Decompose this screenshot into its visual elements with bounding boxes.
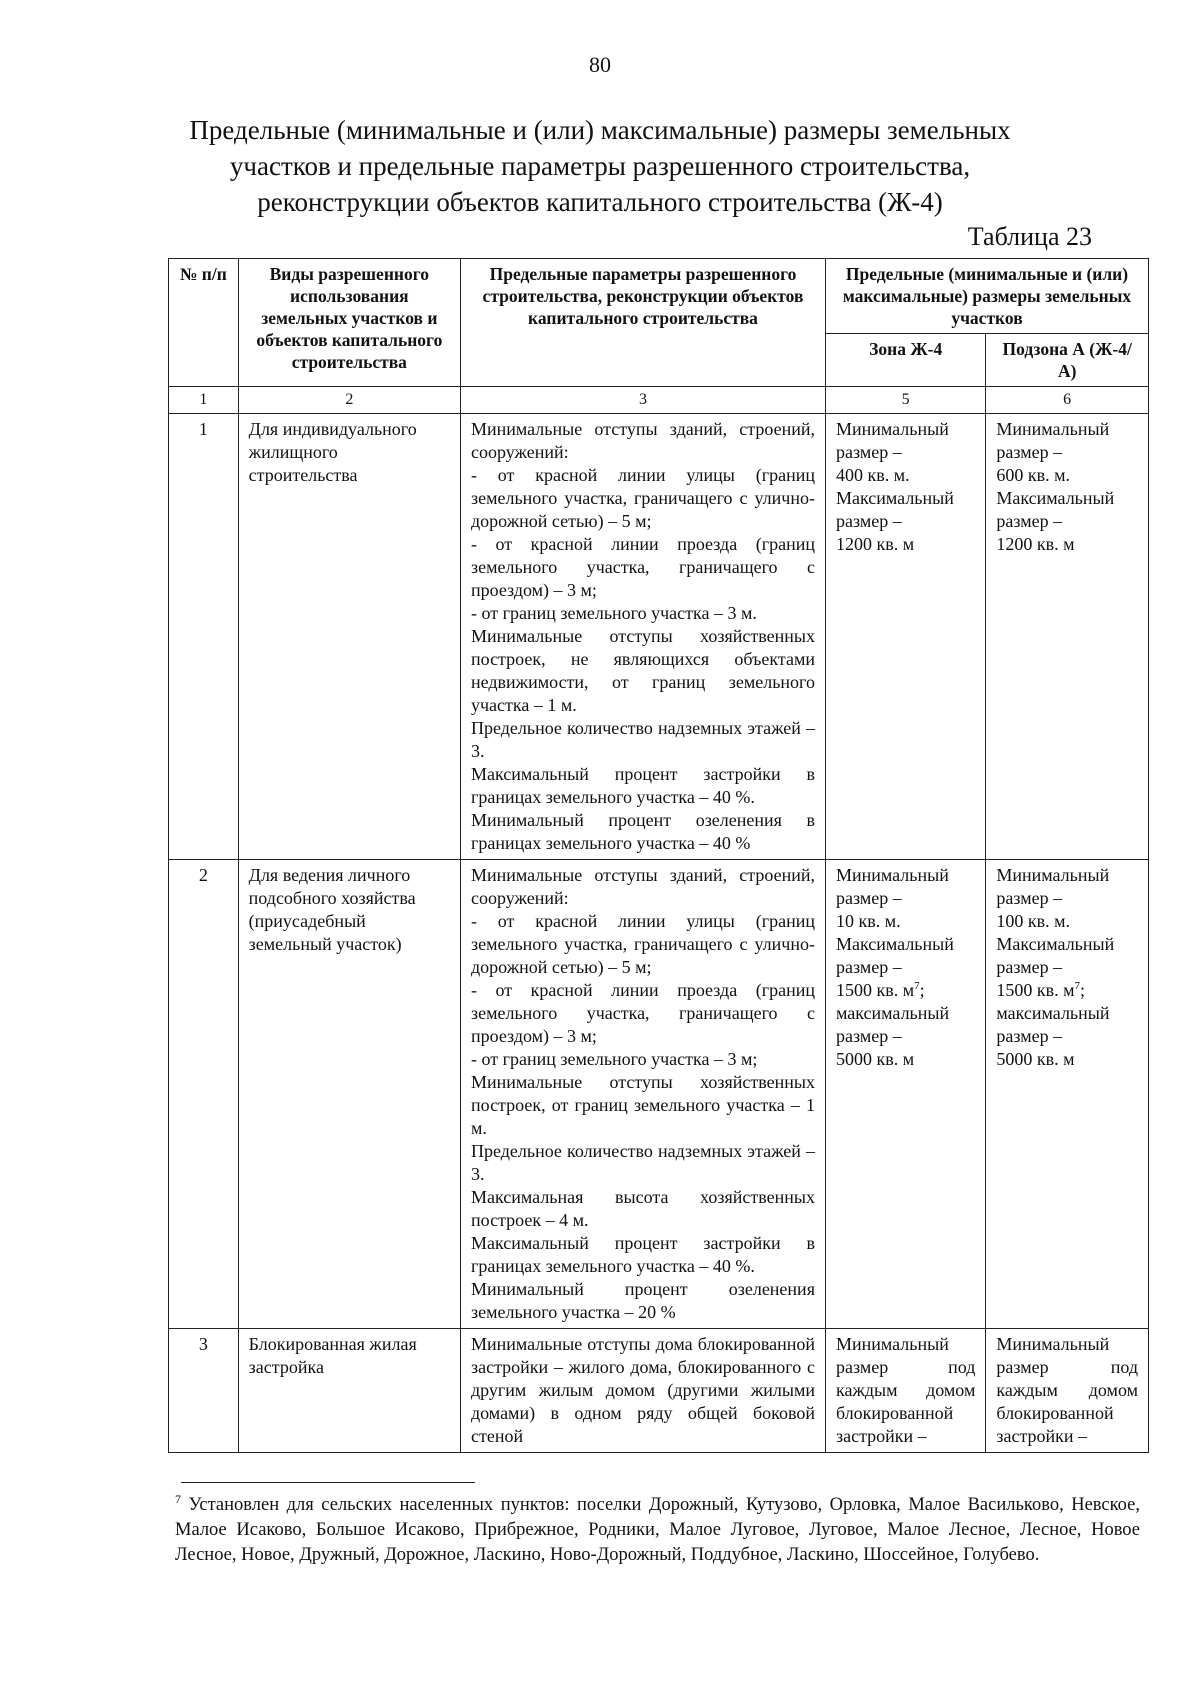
- row-use: Для ведения личного подсобного хозяйства (приусадебный земельный участок): [238, 860, 460, 1329]
- size-value: 1500 кв. м: [835, 980, 915, 1000]
- size-line: Максимальный размер –: [835, 488, 954, 531]
- footnote-ref: 7: [1074, 980, 1080, 992]
- size-line: Минимальный размер –: [835, 419, 949, 462]
- param-line: Предельное количество надземных этажей – 3.: [470, 1141, 815, 1184]
- row-zone-size: [825, 860, 985, 1329]
- param-line: Максимальная высота хозяйственных построек – 4 м.: [470, 1187, 815, 1230]
- column-numbers-row: [169, 387, 1149, 414]
- size-line: Максимальный размер –: [996, 934, 1115, 977]
- row-number: 3: [169, 1329, 239, 1453]
- column-number: 5: [825, 387, 985, 414]
- param-line: - от границ земельного участка – 3 м.: [470, 603, 757, 623]
- param-line: - от красной линии проезда (границ земельного участка, граничащего с проездом) – 3 м;: [470, 980, 815, 1046]
- param-line: - от красной линии улицы (границ земельного участка, граничащего с улично-дорожной сетью) – 5 м;: [470, 465, 815, 531]
- row-subzone-size: [986, 414, 1149, 860]
- size-line: Минимальный размер –: [835, 865, 949, 908]
- size-line: Минимальный размер –: [996, 419, 1110, 462]
- row-params: [460, 1329, 825, 1453]
- document-title: Предельные (минимальные и (или) максимальные) размеры земельных участков и предельные параметры разрешенного строительства, реконструкции объектов капитального строительства (Ж-4): [189, 115, 1011, 217]
- param-line: Предельное количество надземных этажей – 3.: [470, 718, 815, 761]
- header-subzone: Подзона А (Ж-4/А): [986, 334, 1149, 387]
- param-line: - от границ земельного участка – 3 м;: [470, 1049, 758, 1069]
- footnote-separator: [181, 1482, 475, 1483]
- size-line: Минимальный размер –: [996, 865, 1110, 908]
- column-number: 2: [238, 387, 460, 414]
- size-value: 1500 кв. м: [996, 980, 1075, 1000]
- header-use: Виды разрешенного использования земельных участков и объектов капитального строительства: [238, 259, 460, 387]
- row-use: Для индивидуального жилищного строительства: [238, 414, 460, 860]
- size-line: 100 кв. м.: [996, 911, 1070, 931]
- column-number: 1: [169, 387, 239, 414]
- row-subzone-size: [986, 1329, 1149, 1453]
- size-line: Максимальный размер –: [996, 488, 1115, 531]
- header-num: № п/п: [169, 259, 239, 387]
- size-line: 400 кв. м.: [835, 465, 910, 485]
- size-line: 10 кв. м.: [835, 911, 901, 931]
- size-line: Минимальный размер под каждым домом блокированной застройки –: [835, 1334, 976, 1446]
- row-zone-size: [825, 1329, 985, 1453]
- size-line: Максимальный размер –: [835, 934, 954, 977]
- footnote-text: Установлен для сельских населенных пунктов: поселки Дорожный, Кутузово, Орловка, Малое Васильково, Невское, Малое Исаково, Большое Исаково, Прибрежное, Родники, Малое Луговое, Луговое, Малое Лесное, Лесное, Новое Лесное, Новое, Дружный, Дорожное, Ласкино, Ново-Дорожный, Поддубное, Ласкино, Шоссейное, Голубево.: [175, 1495, 1140, 1565]
- punctuation: ;: [919, 980, 925, 1000]
- row-params: [460, 860, 825, 1329]
- row-params: [460, 414, 825, 860]
- size-line: максимальный размер –: [835, 1003, 950, 1046]
- table-label: Таблица 23: [967, 222, 1092, 251]
- table-row: [169, 1329, 1149, 1453]
- param-line: Минимальные отступы дома блокированной застройки – жилого дома, блокированного с другим жилым домом (другими жилыми домами) в одном ряду общей боковой стеной: [470, 1334, 815, 1446]
- row-zone-size: [825, 414, 985, 860]
- size-line: 1200 кв. м: [835, 534, 915, 554]
- row-number: 1: [169, 414, 239, 860]
- header-params: Предельные параметры разрешенного строительства, реконструкции объектов капитального строительства: [460, 259, 825, 387]
- param-line: Минимальный процент озеленения земельного участка – 20 %: [470, 1279, 815, 1322]
- param-line: Максимальный процент застройки в границах земельного участка – 40 %.: [470, 1233, 815, 1276]
- page-number: 80: [589, 52, 611, 77]
- table-row: [169, 414, 1149, 860]
- size-line: 5000 кв. м: [835, 1049, 915, 1069]
- size-line: Минимальный размер под каждым домом блокированной застройки –: [996, 1334, 1138, 1446]
- header-zone: Зона Ж-4: [825, 334, 985, 387]
- param-line: Максимальный процент застройки в границах земельного участка – 40 %.: [470, 764, 815, 807]
- footnote-ref: 7: [914, 980, 920, 992]
- size-line: максимальный размер –: [996, 1003, 1110, 1046]
- table-row: [169, 860, 1149, 1329]
- param-line: - от красной линии улицы (границ земельного участка, граничащего с улично-дорожной сетью) – 5 м;: [470, 911, 815, 977]
- footnote: [175, 1493, 1140, 1568]
- punctuation: ;: [1080, 980, 1086, 1000]
- size-line: 1200 кв. м: [996, 534, 1075, 554]
- size-line: 5000 кв. м: [996, 1049, 1075, 1069]
- size-line: 600 кв. м.: [996, 465, 1070, 485]
- param-line: Минимальные отступы хозяйственных построек, от границ земельного участка – 1 м.: [470, 1072, 815, 1138]
- param-line: Минимальные отступы зданий, строений, сооружений:: [470, 865, 815, 908]
- header-sizes: Предельные (минимальные и (или) максимальные) размеры земельных участков: [825, 259, 1148, 334]
- footnote-mark: 7: [175, 1491, 181, 1506]
- row-number: 2: [169, 860, 239, 1329]
- param-line: Минимальный процент озеленения в границах земельного участка – 40 %: [470, 810, 815, 853]
- row-use: Блокированная жилая застройка: [238, 1329, 460, 1453]
- size-line-with-footnote: [836, 979, 975, 1002]
- table-header-row: [169, 259, 1149, 334]
- param-line: Минимальные отступы зданий, строений, сооружений:: [470, 419, 815, 462]
- row-subzone-size: [986, 860, 1149, 1329]
- size-line-with-footnote: [996, 979, 1138, 1002]
- param-line: - от красной линии проезда (границ земельного участка, граничащего с проездом) – 3 м;: [470, 534, 815, 600]
- column-number: 3: [460, 387, 825, 414]
- param-line: Минимальные отступы хозяйственных построек, не являющихся объектами недвижимости, от границ земельного участка – 1 м.: [470, 626, 815, 715]
- land-parameters-table: [168, 258, 1149, 1453]
- column-number: 6: [986, 387, 1149, 414]
